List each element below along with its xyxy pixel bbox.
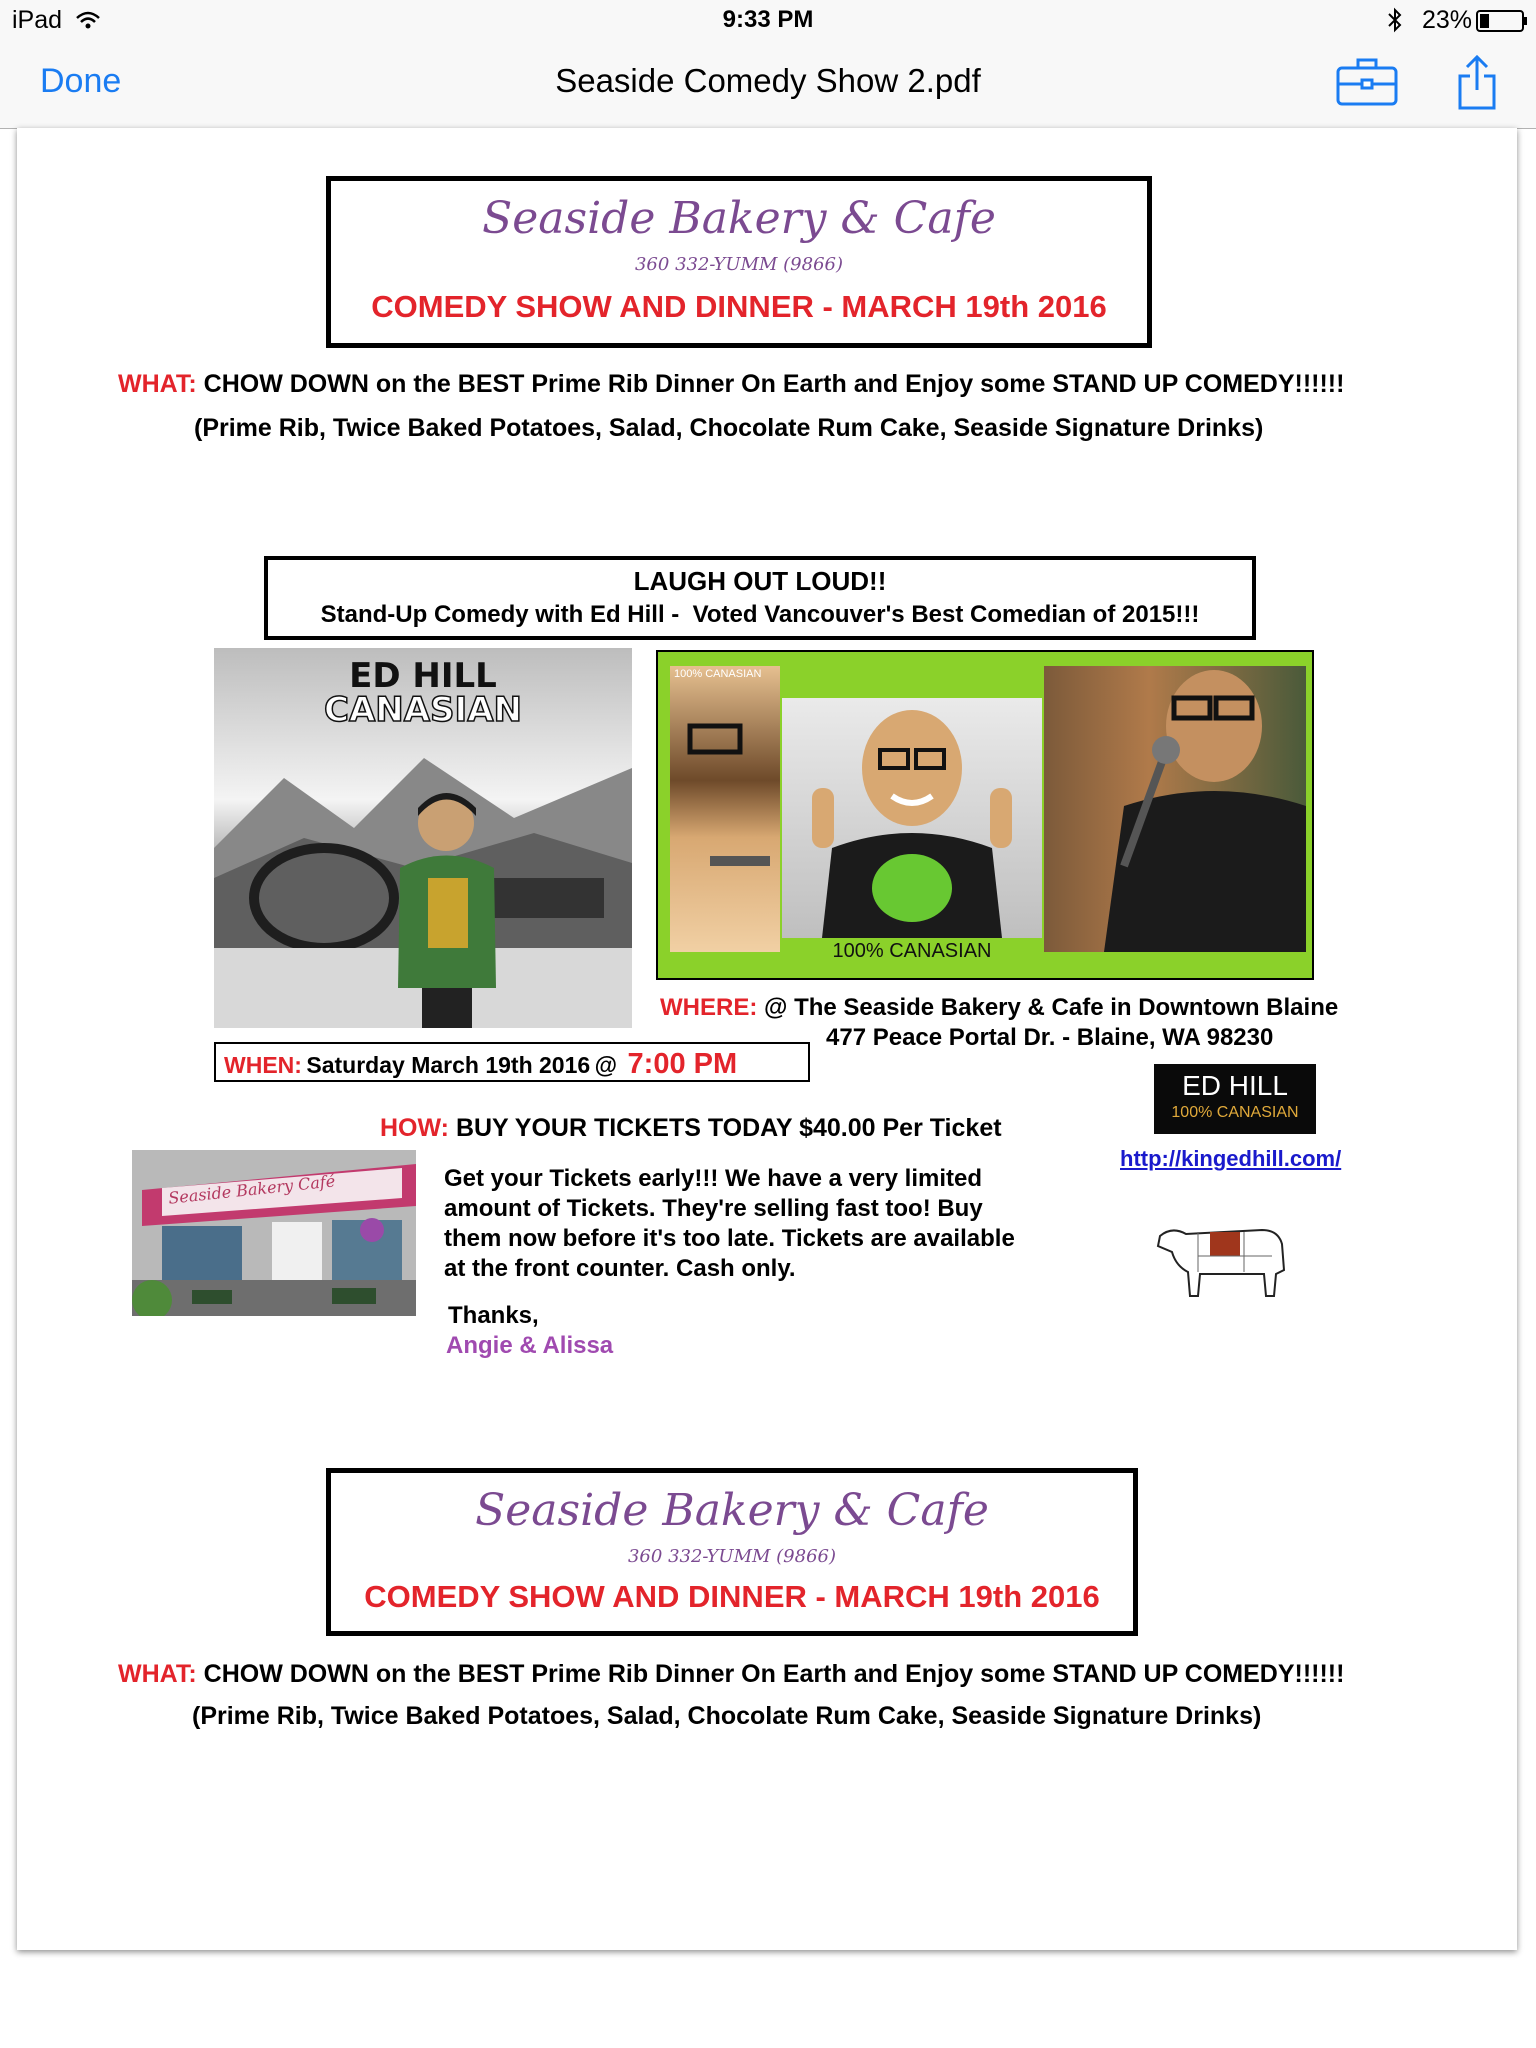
poster-title-1: ED HILL [349,656,497,696]
done-button[interactable]: Done [40,62,122,100]
how-text: BUY YOUR TICKETS TODAY $40.00 Per Ticket [455,1114,1002,1142]
laugh-line-b: Voted Vancouver's Best Comedian of 2015!!! [692,601,1200,628]
glasses-shape [670,666,780,952]
status-time: 9:33 PM [722,6,814,33]
body-line: at the front counter. Cash only. [444,1255,796,1282]
where-address: 477 Peace Portal Dr. - Blaine, WA 98230 [826,1024,1274,1051]
comedian-collage [656,650,1314,980]
when-at: @ [594,1052,618,1078]
when-time: 7:00 PM [627,1048,738,1080]
when-label: WHEN: [224,1052,302,1078]
what-line-1-repeat [118,1660,1344,1689]
flyer-header-top [326,176,1152,348]
signature: Angie & Alissa [446,1332,614,1359]
where-venue: @ The Seaside Bakery & Cafe in Downtown Blaine [764,994,1339,1021]
bluetooth-icon [1386,6,1404,34]
website-link[interactable]: http://kingedhill.com/ [1120,1146,1342,1171]
storefront-sign: Seaside Bakery Café [167,1171,337,1208]
logo-name: ED HILL [1182,1070,1288,1101]
what-line-2 [194,414,1263,443]
collage-photo-center [782,698,1042,938]
when-box [214,1042,810,1082]
comedian-microphone [1044,666,1306,952]
where-line-1 [660,994,1338,1022]
collage-bottom-tag: 100% CANASIAN [832,940,992,962]
what-line-1 [118,370,1344,399]
menu-text-a: (Prime Rib, Twice Baked Potatoes, Salad, Chocolate Rum Cake, [192,1702,945,1730]
how-label: HOW: [380,1114,449,1142]
how-line [380,1114,1002,1143]
cafe-name: Seaside Bakery & Cafe [482,193,996,244]
laugh-box [264,556,1256,640]
laugh-line-a: Stand-Up Comedy with Ed Hill - [320,601,680,628]
where-label: WHERE: [660,994,758,1021]
collage-photo-left [670,666,780,952]
headline: COMEDY SHOW AND DINNER - MARCH 19th 2016 [371,289,1107,324]
cafe-name: Seaside Bakery & Cafe [475,1485,989,1536]
storefront-photo [132,1150,416,1316]
what-text-a: CHOW DOWN on the BEST Prime Rib Dinner On Earth [203,1660,847,1688]
laugh-title: LAUGH OUT LOUD!! [633,566,887,596]
cafe-phone: 360 332-YUMM (9866) [634,254,844,275]
battery-percent: 23% [1422,6,1473,34]
laugh-subtitle [268,601,1252,629]
battery-icon [1476,10,1524,32]
what-text-b: and Enjoy some STAND UP COMEDY!!!!!! [853,1660,1345,1688]
body-line: them now before it's too late. Tickets are available [444,1225,1015,1252]
what-label: WHAT: [118,370,197,398]
headline: COMEDY SHOW AND DINNER - MARCH 19th 2016 [364,1579,1100,1614]
flyer-header-bottom [326,1468,1138,1636]
ed-hill-poster [214,648,632,1028]
beef-cuts-cow-icon [1152,1216,1290,1300]
ed-hill-logo [1154,1064,1316,1134]
body-paragraph [444,1164,1015,1284]
menu-text-b: Seaside Signature Drinks) [951,1702,1262,1730]
body-line: amount of Tickets. They're selling fast too! Buy [444,1195,983,1222]
collage-small-tag: 100% CANASIAN [674,668,762,680]
menu-text-b: Seaside Signature Drinks) [953,414,1264,442]
comedian-peace-sign [782,698,1042,938]
status-device: iPad [12,6,63,34]
when-date: Saturday March 19th 2016 [306,1052,591,1078]
share-icon[interactable] [1456,54,1498,110]
body-line: Get your Tickets early!!! We have a very limited [444,1165,983,1192]
document-title: Seaside Comedy Show 2.pdf [555,62,981,99]
storefront-drawing [132,1150,416,1316]
what-line-2-repeat [192,1702,1261,1731]
what-text-a: CHOW DOWN on the BEST Prime Rib Dinner On Earth [203,370,847,398]
briefcase-icon[interactable] [1336,56,1398,106]
thanks: Thanks, [448,1302,539,1329]
logo-tag: 100% CANASIAN [1171,1104,1299,1121]
what-label: WHAT: [118,1660,197,1688]
cafe-phone: 360 332-YUMM (9866) [627,1546,837,1567]
menu-text-a: (Prime Rib, Twice Baked Potatoes, Salad, Chocolate Rum Cake, [194,414,947,442]
collage-photo-right [1044,666,1306,952]
poster-title-2: CANASIAN [324,690,522,730]
what-text-b: and Enjoy some STAND UP COMEDY!!!!!! [853,370,1345,398]
